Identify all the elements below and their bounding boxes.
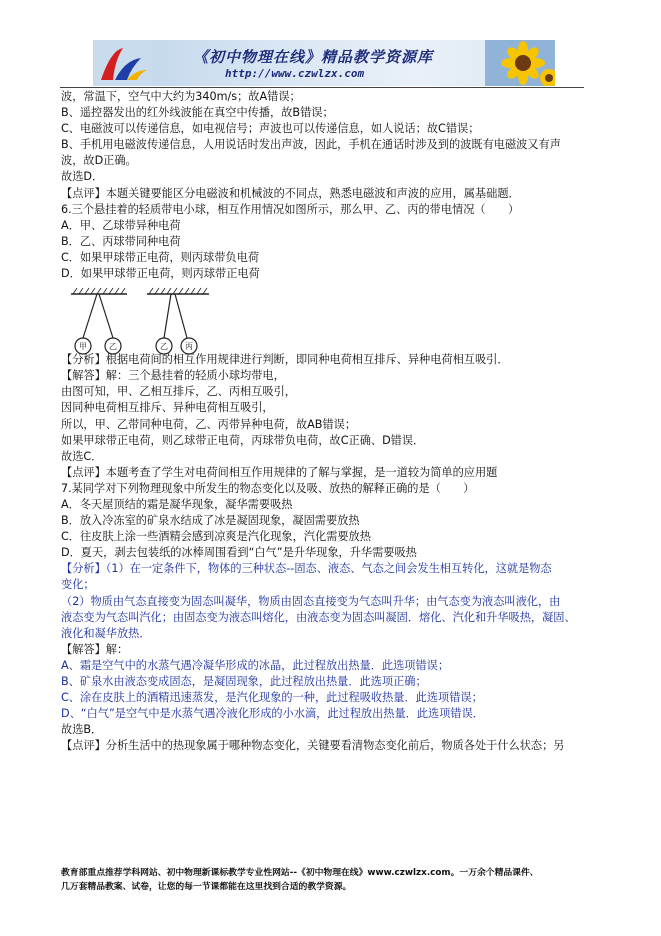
solution-line: 【解答】解： [61,642,129,656]
right-support [147,288,209,294]
site-title: 《初中物理在线》精品教学资源库 [193,48,434,66]
option-b: B．乙、丙球带同种电荷 [61,234,181,248]
analysis-line: 液态变为气态叫汽化；由固态变为液态叫熔化，由液态变为固态叫凝固．熔化、汽化和升华吸热，凝固、 [61,610,576,624]
option-c: C．如果甲球带正电荷，则丙球带负电荷 [61,250,260,264]
solution-line: D、“白气”是空气中是水蒸气遇冷液化形成的小水滴，此过程放出热量．此选项错误． [61,707,484,721]
solution-line: B、矿泉水由液态变成固态，是凝固现象，此过程放出热量．此选项正确； [61,675,427,688]
text-line: 因同种电荷相互排斥、异种电荷相互吸引， [61,401,274,415]
solution-line: C、涂在皮肤上的酒精迅速蒸发，是汽化现象的一种，此过程吸收热量．此选项错误； [61,691,483,705]
charged-balls-diagram [61,282,591,352]
text-line: 故选B． [61,723,103,737]
analysis-line: 变化； [61,578,95,592]
ball-label: 丙 [185,342,193,352]
comment-line: 【点评】本题考查了学生对电荷间相互作用规律的了解与掌握，是一道较为简单的应用题 [61,465,498,479]
text-line: 故选C． [61,449,103,463]
site-logo-icon [93,40,153,86]
text-line: 由图可知，甲、乙相互排斥，乙、丙相互吸引， [61,385,296,399]
option-d: D．夏天，剥去包装纸的冰棒周围看到“白气”是升华现象，升华需要吸热 [61,546,417,560]
footer-line: 教育部重点推荐学科网站、初中物理新课标教学专业性网站--《初中物理在线》www.czwlzx.com。一万余个精品课件、 [61,868,539,878]
solution-line: A、霜是空气中的水蒸气遇冷凝华形成的冰晶，此过程放出热量．此选项错误； [61,658,450,672]
text-line: C、电磁波可以传递信息，如电视信号；声波也可以传递信息，如人说话；故C错误； [61,122,480,136]
text-line: 如果甲球带正电荷，则乙球带正电荷，丙球带负电荷，故C正确、D错误． [61,433,425,447]
solution-line: 【解答】解：三个悬挂着的轻质小球均带电， [61,369,285,383]
question-7: 7.某同学对下列物理现象中所发生的物态变化以及吸、放热的解释正确的是（ ） [61,481,475,495]
ball-label: 乙 [109,342,117,352]
header-divider [60,87,584,88]
text-line: B、手机用电磁波传递信息，人用说话时发出声波，因此，手机在通话时涉及到的波既有电磁波又有声 [61,138,561,152]
analysis-line: 【分析】（1）在一定条件下，物体的三种状态--固态、液态、气态之间会发生相互转化，这就是物态 [61,562,552,576]
footer-line: 几万套精品教案、试卷，让您的每一节课都能在这里找到合适的教学资源。 [61,882,352,892]
text-block-2 [61,352,591,754]
sunflower-icon [485,40,555,86]
text-line: B、遥控器发出的红外线波能在真空中传播，故B错误； [61,106,334,120]
comment-line: 【点评】分析生活中的热现象属于哪种物态变化，关键要看清物态变化前后，物质各处于什么状态；另 [61,739,565,753]
ball-label: 甲 [79,342,87,352]
option-b: B．放入冷冻室的矿泉水结成了冰是凝固现象，凝固需要放热 [61,514,360,528]
page-footer [61,866,601,894]
question-6: 6.三个悬挂着的轻质带电小球，相互作用情况如图所示，那么甲、乙、丙的带电情况（ ） [61,202,520,216]
text-line: 波，故D正确。 [61,154,137,168]
option-a: A．冬天屋顶结的霜是凝华现象，凝华需要吸热 [61,497,293,511]
text-block-1 [61,89,591,282]
analysis-line: 液化和凝华放热． [61,626,151,640]
option-d: D．如果甲球带正电荷，则丙球带正电荷 [61,267,260,281]
analysis-line: 【分析】根据电荷间的相互作用规律进行判断，即同种电荷相互排斥、异种电荷相互吸引． [61,353,509,367]
header-banner [93,40,555,86]
comment-line: 【点评】本题关键要能区分电磁波和机械波的不同点，熟悉电磁波和声波的应用，属基础题． [61,186,520,200]
text-line: 所以，甲、乙带同种电荷，乙、丙带异种电荷，故AB错误； [61,417,357,431]
left-support [71,288,127,294]
option-c: C．往皮肤上涂一些酒精会感到凉爽是汽化现象，汽化需要放热 [61,530,371,544]
diagram-figure [61,282,261,358]
text-line: 波，常温下，空气中大约为340m/s；故A错误； [61,90,301,103]
ball-label: 乙 [160,342,168,352]
document-body [61,89,591,754]
site-url[interactable]: http://www.czwlzx.com [225,67,365,80]
option-a: A．甲、乙球带异种电荷 [61,218,181,232]
text-line: 故选D． [61,170,104,184]
analysis-line: （2）物质由气态直接变为固态叫凝华，物质由固态直接变为气态叫升华；由气态变为液态叫液化，由 [61,594,561,608]
